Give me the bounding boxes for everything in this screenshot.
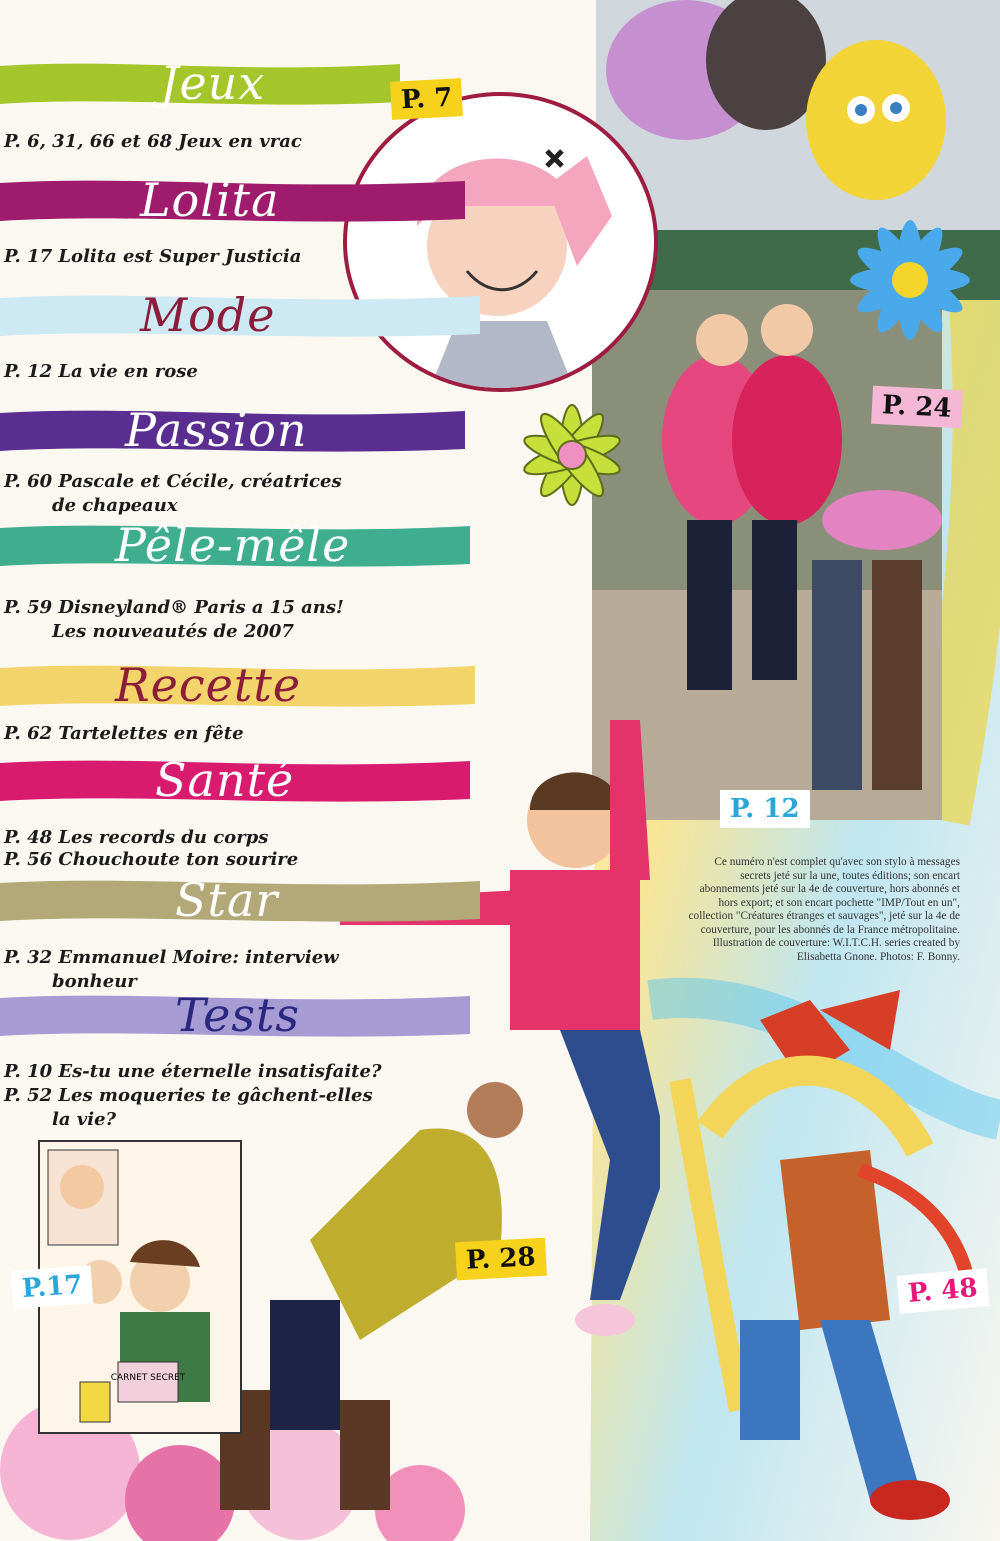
entry-text: P. 10 Es-tu une éternelle insatisfaite?	[4, 1061, 382, 1082]
contents-entry[interactable]	[4, 470, 342, 518]
entry-text-continued: la vie?	[52, 1109, 117, 1130]
section-title: Jeux	[160, 56, 266, 110]
entry-text: P. 56 Chouchoute ton sourire	[4, 849, 299, 870]
section-title: Pêle-mêle	[115, 518, 351, 572]
section-banner-jeux	[0, 58, 400, 108]
green-flower-icon	[512, 385, 632, 535]
entry-text: P. 32 Emmanuel Moire: interview	[4, 947, 339, 968]
entry-text-continued: bonheur	[52, 971, 137, 992]
entry-text: P. 60 Pascale et Cécile, créatrices	[4, 471, 342, 492]
entry-text: P. 6, 31, 66 et 68 Jeux en vrac	[4, 131, 302, 152]
entry-text-continued: de chapeaux	[52, 495, 178, 516]
entry-text: P. 12 La vie en rose	[4, 361, 198, 382]
contents-entry[interactable]	[4, 130, 302, 154]
witch-character-illustration	[620, 990, 990, 1530]
contents-entry[interactable]	[4, 722, 244, 746]
section-banner-passion	[0, 405, 465, 455]
page-tag-28: P. 28	[455, 1238, 546, 1281]
spongebob-balloon	[806, 40, 946, 200]
section-title: Mode	[140, 288, 276, 342]
contents-entry[interactable]	[4, 848, 298, 872]
section-title: Recette	[115, 658, 302, 712]
lolita-portrait-circle	[343, 92, 658, 392]
section-title: Tests	[175, 988, 301, 1042]
entry-text: P. 48 Les records du corps	[4, 827, 269, 848]
contents-entry[interactable]	[4, 1060, 382, 1084]
section-title: Santé	[155, 753, 295, 807]
section-title: Passion	[125, 403, 308, 457]
contents-entry[interactable]	[4, 1084, 373, 1132]
page-tag-17: P.17	[11, 1265, 94, 1309]
entry-text: P. 62 Tartelettes en fête	[4, 723, 244, 744]
entry-text: P. 52 Les moqueries te gâchent-elles	[4, 1085, 373, 1106]
page-tag-12: P. 12	[720, 790, 810, 828]
entry-text-continued: Les nouveautés de 2007	[52, 621, 294, 642]
contents-entry[interactable]	[4, 596, 344, 644]
section-banner-p-le-m-le	[0, 520, 470, 570]
page-tag-48: P. 48	[897, 1268, 990, 1314]
section-banner-lolita	[0, 175, 465, 225]
credits-caption: Ce numéro n'est complet qu'avec son stylo à messages secrets jeté sur la une, toutes éditions; son encart abonnements jeté sur la 4e de couverture, hors abonnés et hors export; et son encart pochette "IMP/Tout en un", collection "Créatures étranges et sauvages", jeté sur la 4e de couverture, pour les abonnés de la France métropolitaine. Illustration de couverture: W.I.T.C.H. series created by Elisabetta Gnone. Photos: F. Bonny.	[688, 856, 960, 963]
section-banner-sant	[0, 755, 470, 805]
section-banner-tests	[0, 990, 470, 1040]
section-title: Lolita	[140, 173, 280, 227]
entry-text: P. 59 Disneyland® Paris a 15 ans!	[4, 597, 344, 618]
blue-flower-icon	[830, 200, 990, 360]
section-banner-recette	[0, 660, 475, 710]
page-tag-7: P. 7	[390, 78, 463, 120]
contents-entry[interactable]	[4, 360, 198, 384]
section-banner-mode	[0, 290, 480, 340]
entry-text: P. 17 Lolita est Super Justicia	[4, 246, 302, 267]
contents-entry[interactable]	[4, 245, 301, 269]
page-tag-24: P. 24	[871, 386, 962, 429]
contents-entry[interactable]	[4, 946, 339, 994]
section-title: Star	[175, 873, 279, 927]
notebook-label: CARNET SECRET	[110, 1373, 186, 1383]
section-banner-star	[0, 875, 480, 925]
contents-entry[interactable]	[4, 826, 268, 850]
